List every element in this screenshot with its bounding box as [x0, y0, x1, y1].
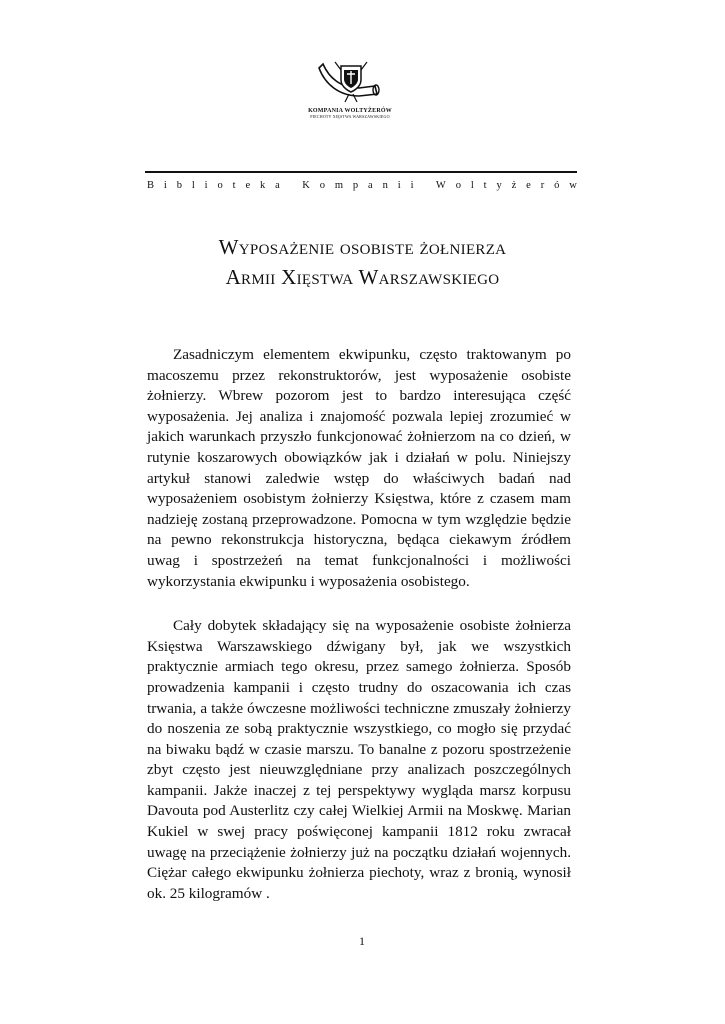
- series-word-gap: [423, 180, 426, 191]
- logo-org-name: KOMPANIA WOLTYŻERÓW: [308, 108, 392, 114]
- publisher-logo: [300, 58, 400, 120]
- article-title-line-2: Armii Xięstwa Warszawskiego: [225, 265, 500, 289]
- series-letter: p: [352, 180, 359, 191]
- paragraph: Cały dobytek składający się na wyposażenie osobiste żołnierza Księstwa Warszawskiego dźwigany był, jak we wszystkich praktycznie armiach tego okresu, przez samego żołnierza. Sposób prowadzenia kampanii i często trudny do oszacowania ich czas trwania, a także ówczesne możliwości techniczne zmuszały żołnierzy do noszenia ze sobą praktycznie wszystkiego, co mogło się przydać na biwaku bądź w czasie marszu. To banalne z pozoru spostrzeżenie zbyt często jest nieuwzględniane przy analizach poszczególnych kampanii. Jakże inaczej z tej perspektywy wygląda marsz korpusu Davouta pod Austerlitz czy całej Wielkiej Armii na Moskwę. Marian Kukiel w swej pracy poświęconej kampanii 1812 roku zwracał uwagę na przeciążenie żołnierzy już na początku działań wojennych. Ciężar całego ekwipunku żołnierza piechoty, wraz z bronią, wynosił ok. 25 kilogramów .: [147, 617, 571, 902]
- article-body: [147, 345, 571, 928]
- series-letter: l: [470, 180, 474, 191]
- article-title-line-1: Wyposażenie osobiste żołnierza: [218, 235, 507, 259]
- series-letter: y: [496, 180, 502, 191]
- paragraph: Zasadniczym elementem ekwipunku, często traktowanym po macoszemu przez rekonstruktorów, jest wyposażenie osobiste żołnierzy. Wbrew pozorom jest to bardzo interesująca część wyposażenia. Jej analiza i znajomość pozwala lepiej zrozumieć w jakich warunkach przyszło funkcjonować żołnierzom na co dzień, w rutynie koszarowych obowiązków jak i działań w polu. Niniejszy artykuł stanowi zaledwie wstęp do właściwych badań nad wyposażeniem osobistym żołnierzy Księstwa, które z czasem mam nadzieję zostaną przeprowadzone. Pomocna w tym względzie będzie na pewno rekonstrukcja historyczna, będąca ciekawym źródłem uwag i spostrzeżeń na temat funkcjonalności i możliwości wykorzystania ekwipunku i wyposażenia osobistego.: [147, 346, 571, 590]
- series-letter: b: [176, 180, 182, 191]
- series-word-gap: [290, 180, 293, 191]
- series-letter: i: [397, 180, 401, 191]
- series-letter: a: [368, 180, 373, 191]
- series-letter: ó: [554, 180, 560, 191]
- series-letter: t: [483, 180, 487, 191]
- series-letter: W: [435, 180, 446, 191]
- header-rule: [145, 171, 577, 173]
- series-letter: o: [217, 180, 223, 191]
- series-letter: r: [540, 180, 545, 191]
- logo-org-subtitle: PIECHOTY XIĘSTWA WARSZAWSKIEGO: [310, 114, 390, 119]
- series-letter: k: [260, 180, 266, 191]
- series-letter: K: [302, 180, 310, 191]
- series-letter: B: [147, 180, 155, 191]
- series-letter: e: [245, 180, 251, 191]
- article-title: [120, 232, 605, 292]
- series-letter: o: [319, 180, 325, 191]
- series-letter: e: [526, 180, 531, 191]
- series-title: [147, 180, 577, 191]
- series-letter: l: [191, 180, 195, 191]
- series-letter: t: [232, 180, 236, 191]
- page-number: 1: [359, 934, 365, 948]
- series-letter: w: [569, 180, 577, 191]
- series-letter: o: [455, 180, 461, 191]
- series-letter: i: [410, 180, 414, 191]
- series-letter: ż: [511, 180, 517, 191]
- series-letter: m: [334, 180, 344, 191]
- series-letter: n: [382, 180, 388, 191]
- series-letter: i: [163, 180, 167, 191]
- series-letter: i: [204, 180, 208, 191]
- series-letter: a: [275, 180, 280, 191]
- horn-shield-icon: [315, 58, 385, 106]
